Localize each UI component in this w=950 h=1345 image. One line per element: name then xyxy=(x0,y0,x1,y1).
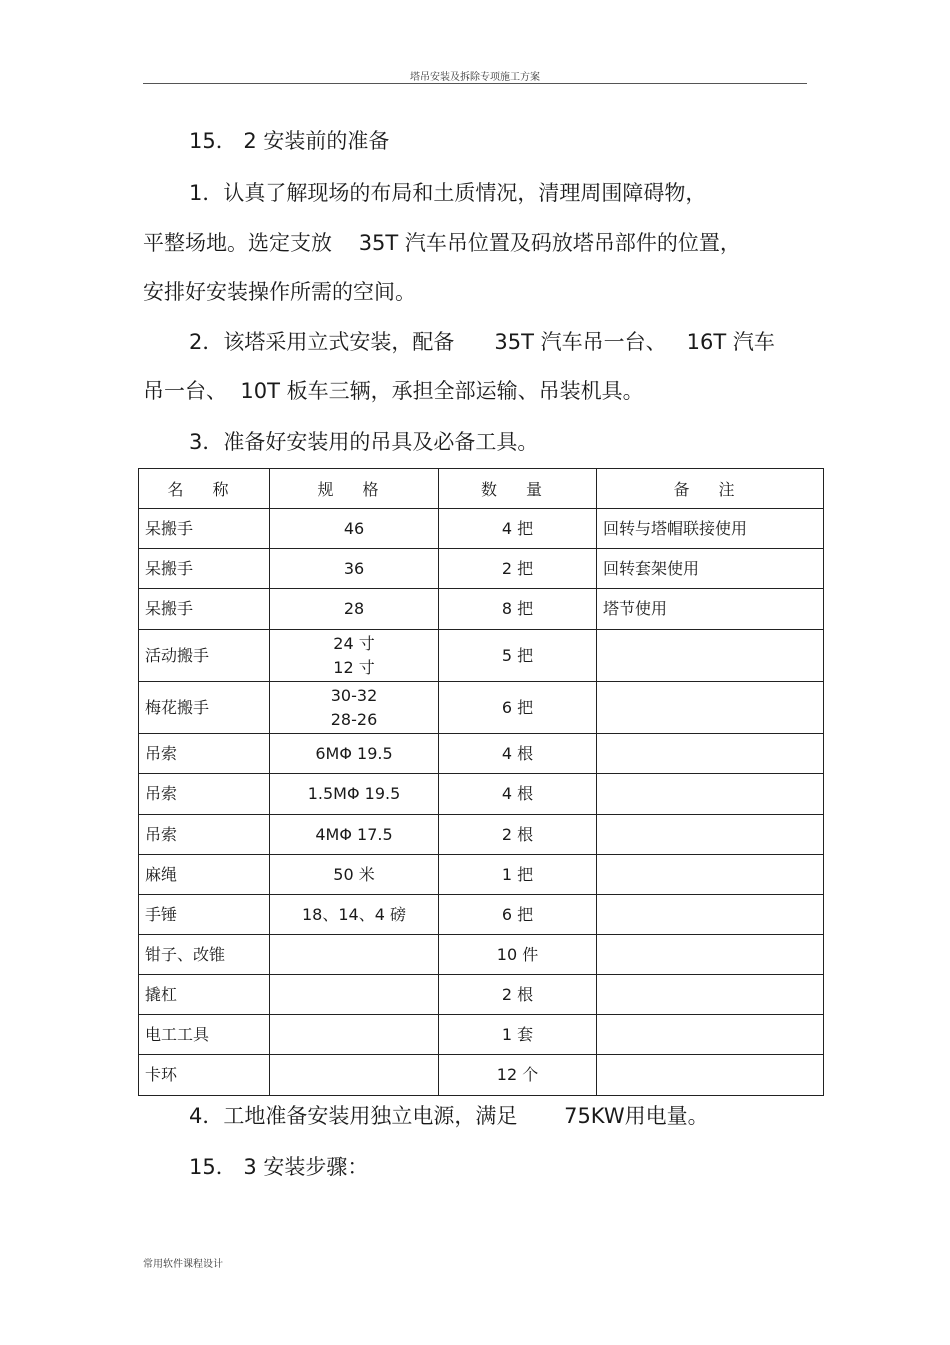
item-3: 3．准备好安装用的吊具及必备工具。 xyxy=(189,430,539,454)
table-row xyxy=(139,589,824,630)
table-row xyxy=(139,895,824,935)
cell-spec xyxy=(270,509,439,549)
cell-note xyxy=(597,1055,824,1096)
cell-spec-text: 46 xyxy=(343,518,365,538)
cell-qty-text: 10 件 xyxy=(496,944,539,964)
cell-note xyxy=(597,549,824,589)
cell-name xyxy=(139,855,270,895)
cell-qty xyxy=(439,509,597,549)
cell-note xyxy=(597,509,824,549)
cell-qty xyxy=(439,855,597,895)
item-2-line-1: 2．该塔采用立式安装，配备 35T 汽车吊一台、 16T 汽车 xyxy=(189,330,775,354)
cell-name xyxy=(139,589,270,630)
cell-note-text: 回转与塔帽联接使用 xyxy=(603,518,748,538)
table-header-row xyxy=(139,469,824,509)
section-heading-15-3: 15． 3 安装步骤： xyxy=(189,1155,369,1179)
cell-spec xyxy=(270,895,439,935)
table-row xyxy=(139,975,824,1015)
cell-qty xyxy=(439,1015,597,1055)
table-row xyxy=(139,815,824,855)
cell-name xyxy=(139,975,270,1015)
cell-qty xyxy=(439,682,597,734)
table-row xyxy=(139,1055,824,1096)
table-row xyxy=(139,682,824,734)
cell-name xyxy=(139,815,270,855)
tools-table xyxy=(138,468,824,1096)
cell-spec xyxy=(270,855,439,895)
table-row xyxy=(139,630,824,682)
page-header-title: 塔吊安装及拆除专项施工方案 xyxy=(410,72,540,83)
section-heading-15-2: 15． 2 安装前的准备 xyxy=(189,129,390,153)
item-1-line-3: 安排好安装操作所需的空间。 xyxy=(143,280,416,304)
cell-note-text: 回转套架使用 xyxy=(603,558,700,578)
cell-spec xyxy=(270,589,439,630)
cell-qty xyxy=(439,549,597,589)
cell-name-text: 呆搬手 xyxy=(145,518,194,538)
cell-spec xyxy=(270,774,439,815)
cell-name xyxy=(139,1015,270,1055)
cell-name xyxy=(139,630,270,682)
cell-spec xyxy=(270,975,439,1015)
cell-qty-text: 2 把 xyxy=(501,558,534,578)
cell-qty-text: 6 把 xyxy=(501,904,534,924)
item-2-line-2: 吊一台、 10T 板车三辆，承担全部运输、吊装机具。 xyxy=(143,379,644,403)
cell-qty xyxy=(439,1055,597,1096)
cell-name xyxy=(139,734,270,774)
cell-spec xyxy=(270,549,439,589)
cell-qty-text: 4 把 xyxy=(501,518,534,538)
cell-name xyxy=(139,549,270,589)
cell-qty-text: 5 把 xyxy=(501,645,534,665)
cell-qty xyxy=(439,774,597,815)
cell-name xyxy=(139,895,270,935)
header-rule xyxy=(143,83,807,84)
cell-spec-text: 18、14、4 磅 xyxy=(302,904,406,924)
header-name: 名 称 xyxy=(139,469,270,509)
cell-name-text: 吊索 xyxy=(145,824,178,844)
cell-note xyxy=(597,895,824,935)
cell-spec xyxy=(270,815,439,855)
cell-qty-text: 6 把 xyxy=(501,697,534,717)
cell-name xyxy=(139,1055,270,1096)
cell-spec-text: 30-32 28-26 xyxy=(330,685,378,729)
cell-name-text: 卡环 xyxy=(145,1065,178,1084)
cell-qty-text: 4 根 xyxy=(501,784,534,803)
cell-spec-text: 24 寸 12 寸 xyxy=(333,633,375,677)
cell-spec-text: 50 米 xyxy=(333,864,375,884)
cell-name-text: 梅花搬手 xyxy=(145,697,210,717)
header-note: 备 注 xyxy=(597,469,824,509)
cell-note-text: 塔节使用 xyxy=(603,599,668,618)
cell-spec-text: 36 xyxy=(343,558,365,578)
cell-qty xyxy=(439,935,597,975)
cell-name-text: 麻绳 xyxy=(145,864,178,884)
cell-qty-text: 12 个 xyxy=(496,1065,539,1084)
cell-name xyxy=(139,935,270,975)
cell-name-text: 吊索 xyxy=(145,743,178,763)
cell-spec xyxy=(270,1015,439,1055)
cell-name-text: 手锤 xyxy=(145,904,178,924)
table-row xyxy=(139,935,824,975)
cell-qty-text: 4 根 xyxy=(501,743,534,763)
cell-name xyxy=(139,509,270,549)
cell-qty xyxy=(439,815,597,855)
cell-note xyxy=(597,682,824,734)
cell-note xyxy=(597,935,824,975)
cell-spec xyxy=(270,734,439,774)
cell-note xyxy=(597,855,824,895)
item-4: 4．工地准备安装用独立电源，满足 75KW用电量。 xyxy=(189,1104,709,1128)
cell-spec xyxy=(270,682,439,734)
table-row xyxy=(139,855,824,895)
cell-name-text: 吊索 xyxy=(145,784,178,803)
cell-name xyxy=(139,682,270,734)
cell-qty xyxy=(439,895,597,935)
cell-note xyxy=(597,1015,824,1055)
page-footer: 常用软件课程设计 xyxy=(143,1259,223,1270)
cell-qty xyxy=(439,630,597,682)
cell-note xyxy=(597,630,824,682)
cell-note xyxy=(597,815,824,855)
cell-note xyxy=(597,774,824,815)
cell-note xyxy=(597,734,824,774)
item-1-line-2: 平整场地。选定支放 35T 汽车吊位置及码放塔吊部件的位置， xyxy=(143,231,741,255)
cell-name-text: 钳子、改锥 xyxy=(145,944,226,964)
cell-qty-text: 1 把 xyxy=(501,864,534,884)
cell-spec xyxy=(270,1055,439,1096)
cell-qty xyxy=(439,589,597,630)
cell-qty xyxy=(439,975,597,1015)
table-row xyxy=(139,734,824,774)
cell-spec-text: 4MΦ 17.5 xyxy=(315,824,393,844)
cell-qty-text: 8 把 xyxy=(501,599,534,618)
cell-qty xyxy=(439,734,597,774)
cell-spec-text: 1.5MΦ 19.5 xyxy=(307,784,401,803)
cell-name-text: 电工工具 xyxy=(145,1024,210,1044)
header-spec: 规 格 xyxy=(270,469,439,509)
header-qty: 数 量 xyxy=(439,469,597,509)
cell-spec xyxy=(270,630,439,682)
cell-name xyxy=(139,774,270,815)
cell-spec-text: 28 xyxy=(343,599,365,618)
table-row xyxy=(139,549,824,589)
cell-name-text: 呆搬手 xyxy=(145,599,194,618)
cell-note xyxy=(597,975,824,1015)
table-row xyxy=(139,1015,824,1055)
cell-spec-text: 6MΦ 19.5 xyxy=(315,743,393,763)
cell-name-text: 撬杠 xyxy=(145,984,178,1004)
cell-qty-text: 2 根 xyxy=(501,984,534,1004)
table-row xyxy=(139,774,824,815)
cell-qty-text: 1 套 xyxy=(501,1024,534,1044)
cell-note xyxy=(597,589,824,630)
cell-name-text: 活动搬手 xyxy=(145,645,210,665)
cell-spec xyxy=(270,935,439,975)
table-row xyxy=(139,509,824,549)
cell-name-text: 呆搬手 xyxy=(145,558,194,578)
item-1-line-1: 1．认真了解现场的布局和土质情况，清理周围障碍物， xyxy=(189,181,707,205)
cell-qty-text: 2 根 xyxy=(501,824,534,844)
